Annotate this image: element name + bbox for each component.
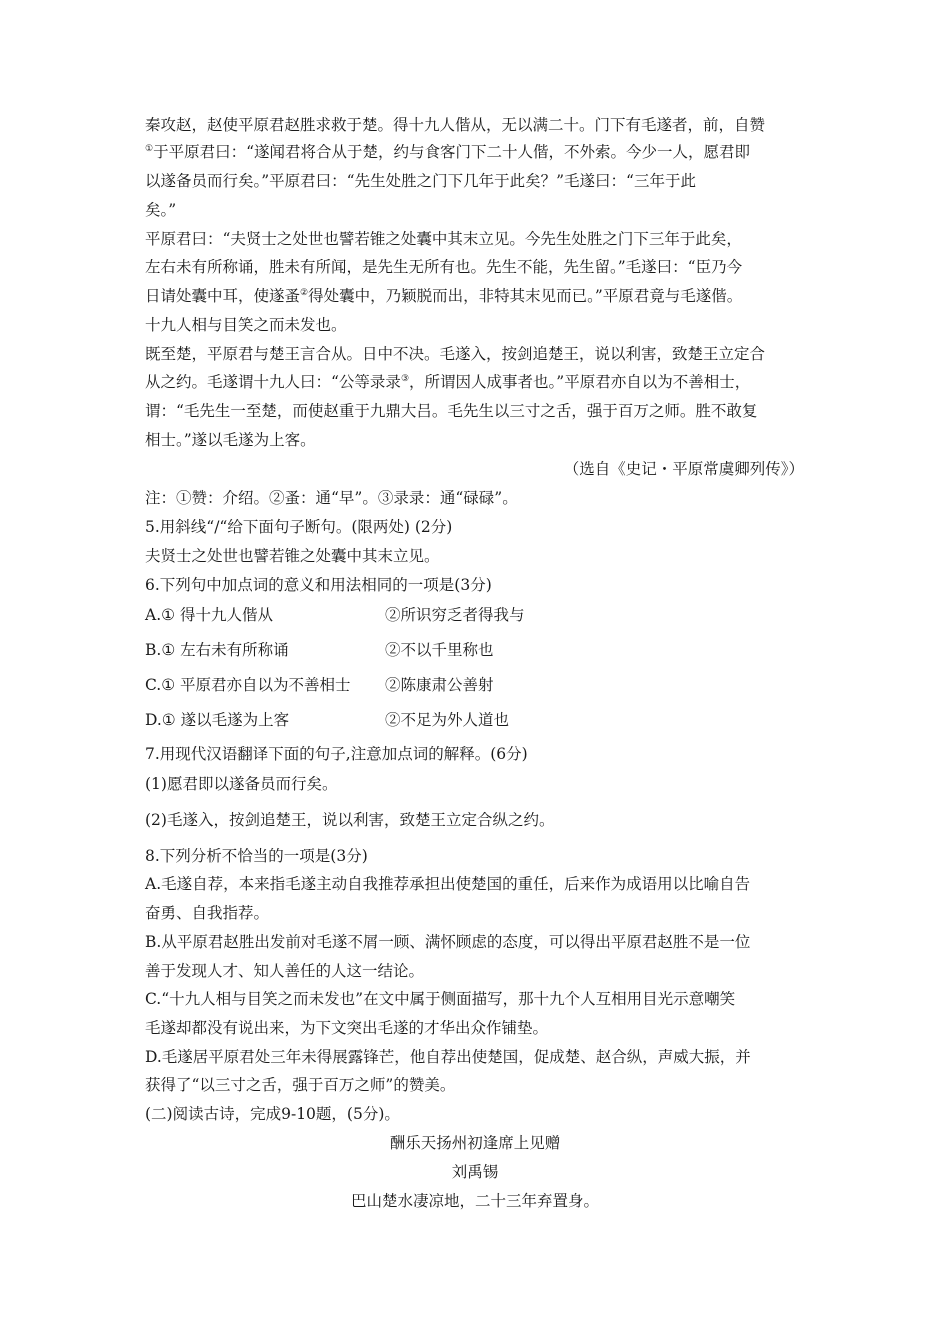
passage-line: 矣。” [145,201,177,219]
option-d-1: D.① 遂以毛遂为上客 [145,711,290,729]
passage-line: 相士。”遂以毛遂为上客。 [145,431,316,449]
passage-source: （选自《史记・平原常虞卿列传》） [563,460,804,478]
question-8-option-a: 奋勇、自我指荐。 [145,904,270,922]
passage-line: 日请处囊中耳，使遂蚤②得处囊中，乃颖脱而出，非特其末见而已。”平原君竟与毛遂偕。 [145,287,743,305]
poem-author: 刘禹锡 [451,1163,499,1181]
question-8-option-d: D.毛遂居平原君处三年未得展露锋芒，他自荐出使楚国，促成楚、赵合纵，声威大振，并 [145,1048,751,1066]
passage-line: 平原君曰：“夫贤士之处世也譬若锥之处囊中其末立见。今先生处胜之门下三年于此矣， [145,230,742,248]
option-a-2: ②所识穷乏者得我与 [385,606,525,624]
question-5-title: 5.用斜线“/“给下面句子断句。(限两处) (2分) [145,518,453,536]
question-8-option-c: C.“十九人相与目笑之而未发也”在文中属于侧面描写，那十九个人互相用目光示意嘲笑 [145,990,736,1008]
poem-title: 酬乐天扬州初逢席上见赠 [389,1134,561,1152]
footnote-marker: ③ [400,373,410,384]
question-7-title: 7.用现代汉语翻译下面的句子,注意加点词的解释。(6分) [145,745,528,763]
option-a-1: A.① 得十九人偕从 [145,606,273,624]
passage-line: 秦攻赵，赵使平原君赵胜求救于楚。得十九人偕从，无以满二十。门下有毛遂者，前，自赞 [145,116,766,134]
footnote-marker: ② [300,287,309,298]
question-8-option-b: 善于发现人才、知人善任的人这一结论。 [145,962,425,980]
option-b-1: B.① 左右未有所称诵 [145,641,289,659]
option-d-2: ②不足为外人道也 [385,711,510,729]
question-8-title: 8.下列分析不恰当的一项是(3分) [145,847,368,865]
footnote-marker: ① [145,143,154,154]
option-c-1: C.① 平原君亦自以为不善相士 [145,676,351,694]
passage-line: 十九人相与目笑之而未发也。 [145,316,347,334]
passage-line: 左右未有所称诵，胜未有所闻，是先生无所有也。先生不能，先生留。”毛遂曰：“臣乃今 [145,258,743,276]
passage-line: 既至楚，平原君与楚王言合从。日中不决。毛遂入，按剑追楚王，说以利害，致楚王立定合 [145,345,766,363]
section-intro: (二)阅读古诗，完成9-10题，(5分)。 [145,1105,400,1123]
passage-line: 以遂备员而行矣。”平原君曰：“先生处胜之门下几年于此矣？”毛遂曰：“三年于此 [145,172,696,190]
question-8-option-c: 毛遂却都没有说出来，为下文突出毛遂的才华出众作铺垫。 [145,1019,549,1037]
question-6-title: 6.下列句中加点词的意义和用法相同的一项是(3分) [145,576,492,594]
option-c-2: ②陈康肃公善射 [385,676,494,694]
question-5-sentence: 夫贤士之处世也譬若锥之处囊中其末立见。 [145,547,440,565]
question-8-option-d: 获得了“以三寸之舌，强于百万之师”的赞美。 [145,1076,456,1094]
passage-line: 从之约。毛遂谓十九人曰：“公等录录③，所谓因人成事者也。”平原君亦自以为不善相士， [145,373,751,391]
option-b-2: ②不以千里称也 [385,641,494,659]
question-8-option-b: B.从平原君赵胜出发前对毛遂不屑一顾、满怀顾虑的态度，可以得出平原君赵胜不是一位 [145,933,751,951]
poem-line: 巴山楚水凄凉地，二十三年弃置身。 [350,1192,599,1210]
footnotes: 注：①赞：介绍。②蚤：通“早”。③录录：通“碌碌”。 [145,489,518,507]
passage-line: ①于平原君曰：“遂闻君将合从于楚，约与食客门下二十人偕，不外索。今少一人，愿君即 [145,143,751,161]
question-7-sentence-1: (1)愿君即以遂备员而行矣。 [145,775,338,793]
question-8-option-a: A.毛遂自荐，本来指毛遂主动自我推荐承担出使楚国的重任，后来作为成语用以比喻自告 [145,875,751,893]
question-7-sentence-2: (2)毛遂入，按剑追楚王，说以利害，致楚王立定合纵之约。 [145,811,555,829]
passage-line: 谓：“毛先生一至楚，而使赵重于九鼎大吕。毛先生以三寸之舌，强于百万之师。胜不敢复 [145,402,758,420]
